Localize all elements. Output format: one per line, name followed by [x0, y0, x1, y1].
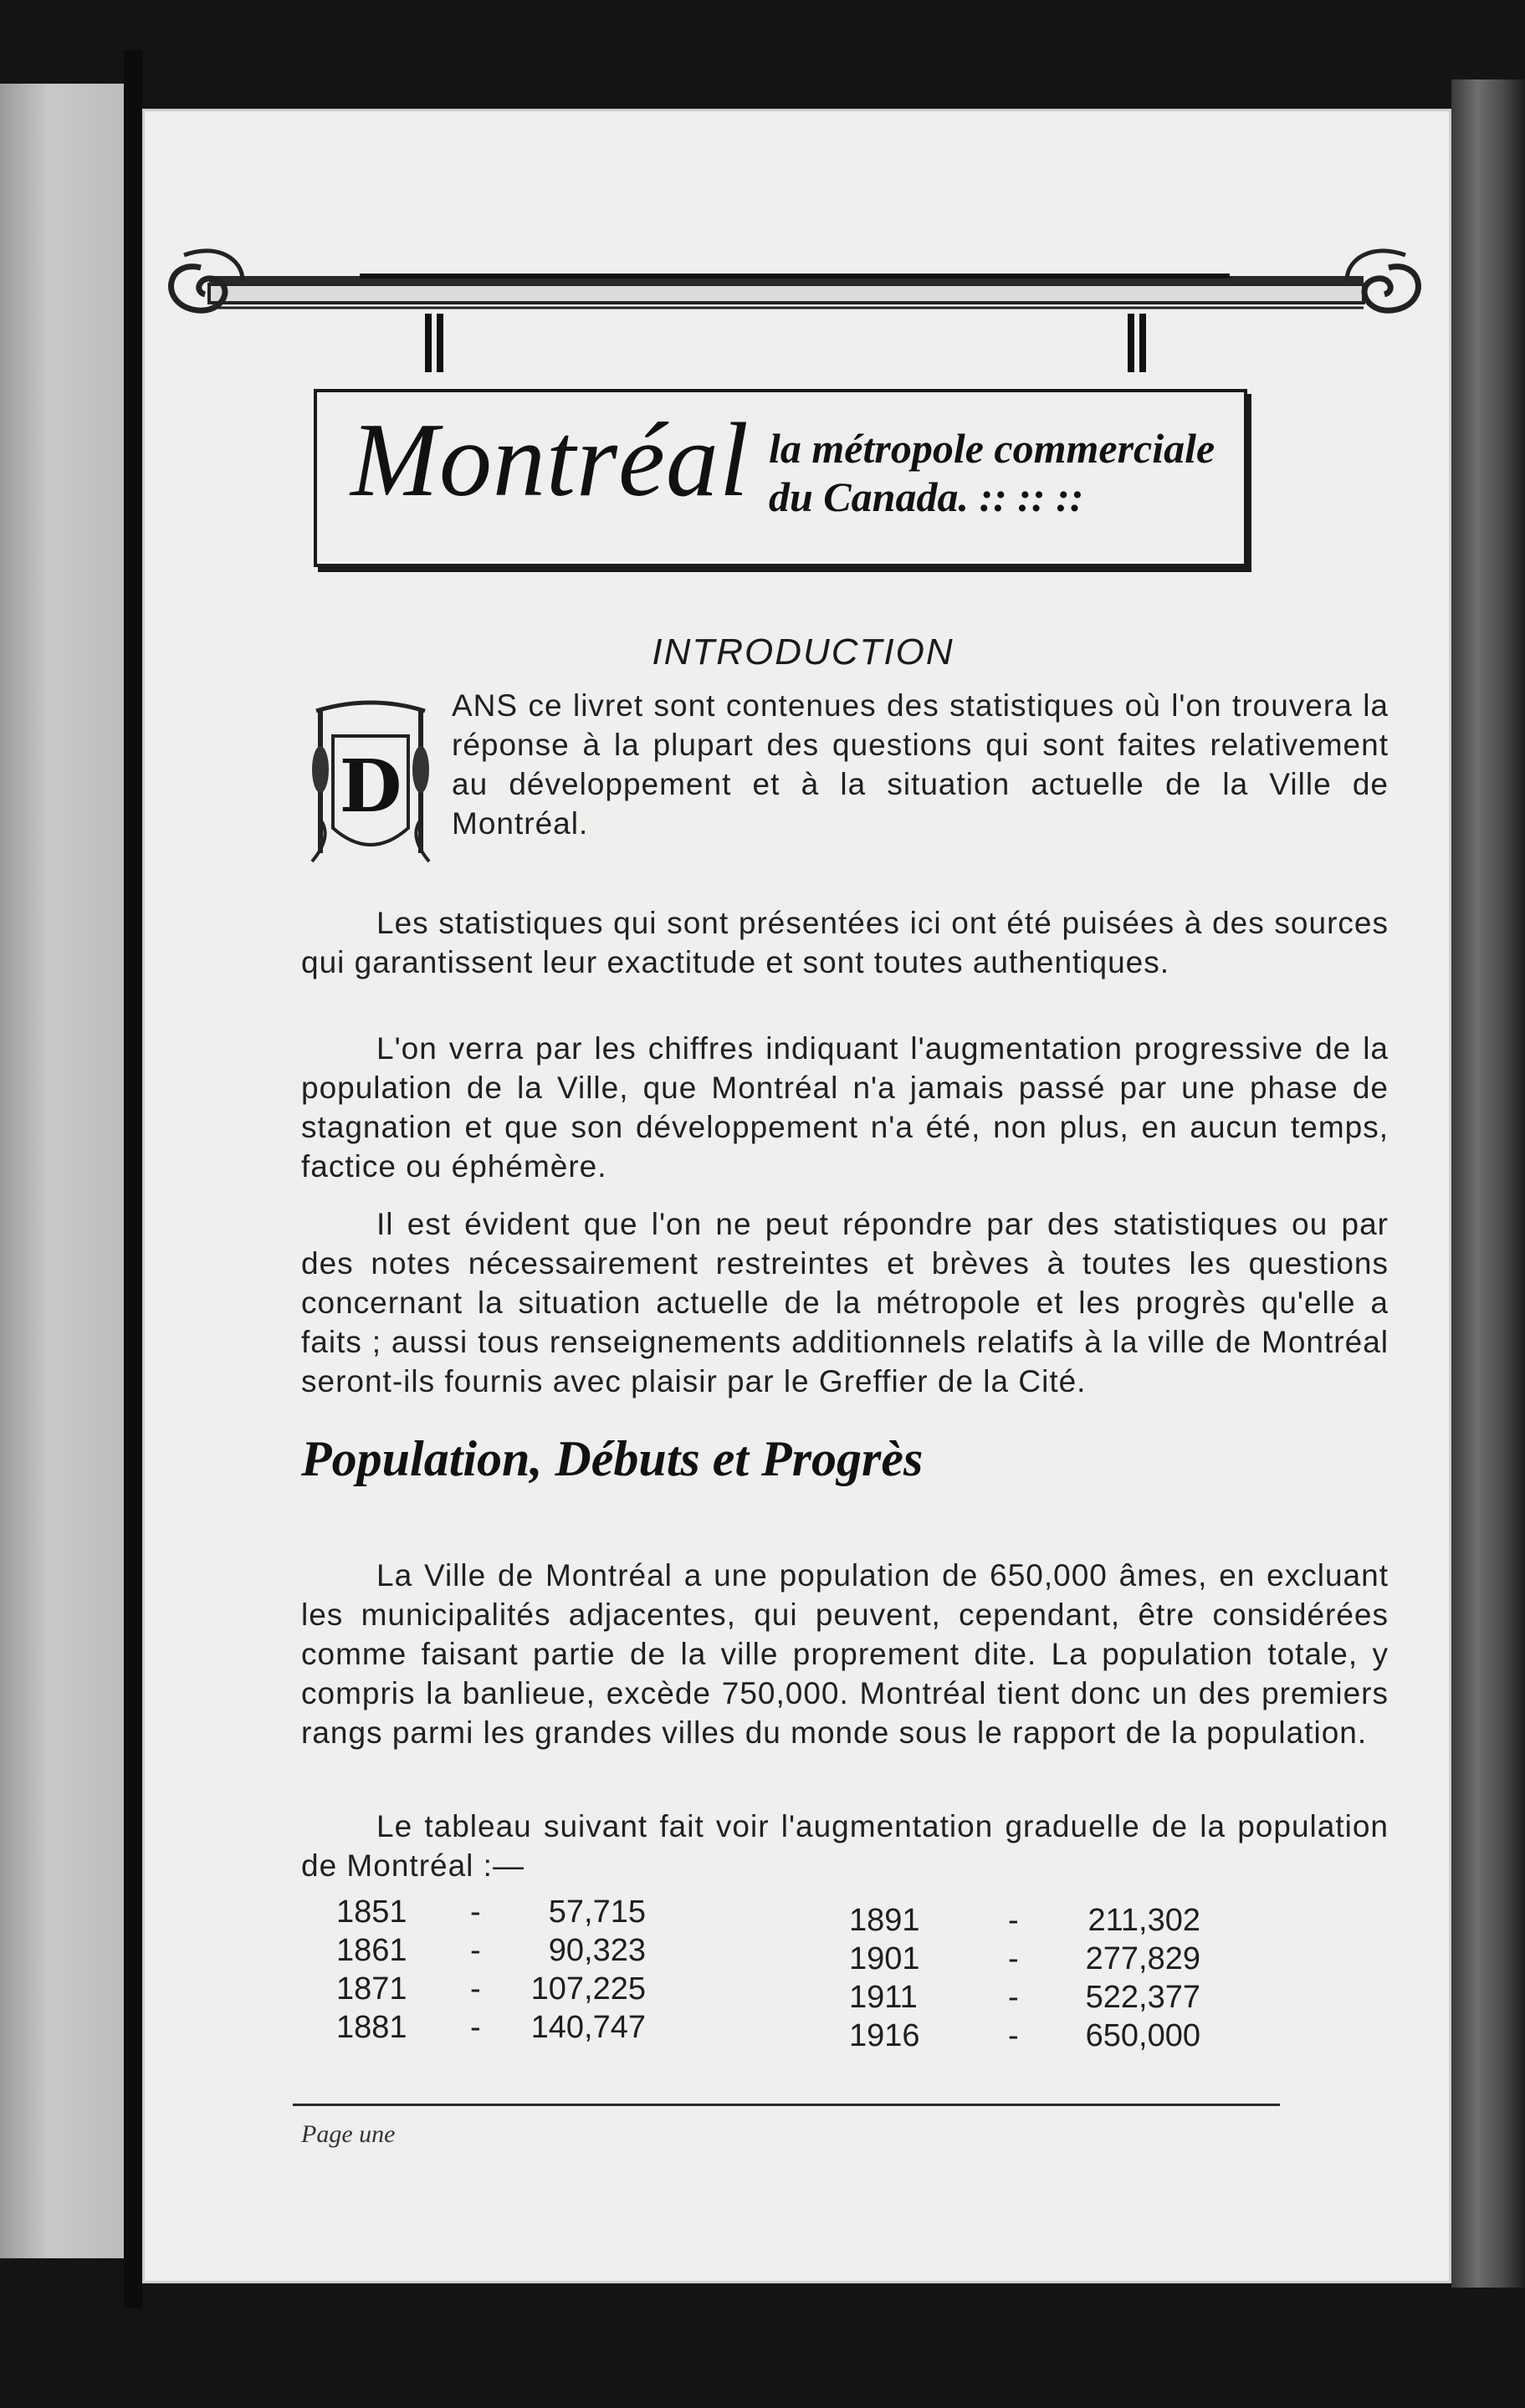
table-value: 522,377 [1085, 1980, 1200, 2015]
table-row [336, 1933, 646, 1971]
table-value: 650,000 [1085, 2018, 1200, 2053]
table-dash: - [1008, 1980, 1019, 2015]
table-year: 1861 [336, 1933, 407, 1968]
document-page [142, 109, 1451, 2283]
table-value: 90,323 [548, 1933, 646, 1968]
table-value: 140,747 [530, 2010, 646, 2045]
table-dash: - [1008, 2018, 1019, 2053]
page-number-label: Page une [301, 2120, 396, 2148]
page-title: Montréal [351, 402, 750, 519]
table-dash: - [1008, 1941, 1019, 1976]
table-year: 1871 [336, 1971, 407, 2007]
table-row [336, 1971, 646, 2010]
table-dash: - [470, 1971, 481, 2007]
intro-paragraph-2: Les statistiques qui sont présentées ici ont été puisées à des sources qui garantissent leur exactitude et sont toutes authentiques. [301, 906, 1389, 979]
population-table-left [336, 1894, 646, 2062]
subtitle-line-1: la métropole commerciale [769, 425, 1215, 472]
table-value: 277,829 [1085, 1941, 1200, 1976]
right-page-edge [1451, 79, 1525, 2288]
table-row [336, 2010, 646, 2048]
table-row [849, 1980, 1200, 2018]
table-row [336, 1894, 646, 1933]
table-year: 1891 [849, 1903, 920, 1938]
population-table-right [849, 1903, 1200, 2070]
population-heading: Population, Débuts et Progrès [301, 1431, 924, 1486]
page-subtitle [769, 424, 1215, 521]
table-year: 1881 [336, 2010, 407, 2045]
dropcap-frame-icon [308, 694, 433, 878]
table-row [849, 1941, 1200, 1980]
table-value: 211,302 [1087, 1903, 1200, 1938]
subtitle-line-2: du Canada. :: :: :: [769, 473, 1084, 520]
table-dash: - [470, 2010, 481, 2045]
scroll-ornament-icon [142, 109, 1451, 393]
dropcap-letter: D [339, 744, 402, 829]
table-value: 57,715 [548, 1894, 646, 1930]
table-year: 1851 [336, 1894, 407, 1930]
intro-paragraph-1: ANS ce livret sont contenues des statistiques où l'on trouvera la réponse à la plupart des questions qui sont faites relativement au développement et à la situation actuelle de la Ville de Montréal. [452, 688, 1389, 841]
ornamental-sign-bar [142, 109, 1451, 393]
table-dash: - [1008, 1903, 1019, 1938]
population-paragraph-1: La Ville de Montréal a une population de 650,000 âmes, en excluant les municipalités adjacentes, qui peuvent, cependant, être considérées comme faisant partie de la ville proprement dite. La population totale, y compris la banlieue, excède 750,000. Montréal tient donc un des premiers rangs parmi les grandes villes du monde sous le rapport de la population. [301, 1558, 1389, 1750]
table-value: 107,225 [530, 1971, 646, 2007]
table-year: 1901 [849, 1941, 920, 1976]
introduction-heading: INTRODUCTION [652, 631, 954, 672]
footer-rule [293, 2104, 1280, 2106]
intro-paragraph-4: Il est évident que l'on ne peut répondre par des statistiques ou par des notes nécessairement restreintes et brèves à toutes les questions concernant la situation actuelle de la métropole et les progrès qu'elle a faits ; aussi tous renseignements additionnels relatifs à la ville de Montréal seront-ils fournis avec plaisir par le Greffier de la Cité. [301, 1207, 1389, 1398]
table-dash: - [470, 1894, 481, 1930]
table-row [849, 1903, 1200, 1941]
table-year: 1911 [849, 1980, 918, 2015]
book-gutter [124, 50, 142, 2308]
dropcap-ornament [308, 694, 433, 878]
title-plaque [314, 389, 1247, 567]
left-page-edge [0, 84, 124, 2258]
intro-paragraph-3: L'on verra par les chiffres indiquant l'augmentation progressive de la population de la Ville, que Montréal n'a jamais passé par une phase de stagnation et que son développement n'a été, non plus, en aucun temps, factice ou éphémère. [301, 1031, 1389, 1184]
population-paragraph-2: Le tableau suivant fait voir l'augmentation graduelle de la population de Montréal :— [301, 1809, 1389, 1883]
table-year: 1916 [849, 2018, 920, 2053]
table-row [849, 2018, 1200, 2057]
table-dash: - [470, 1933, 481, 1968]
